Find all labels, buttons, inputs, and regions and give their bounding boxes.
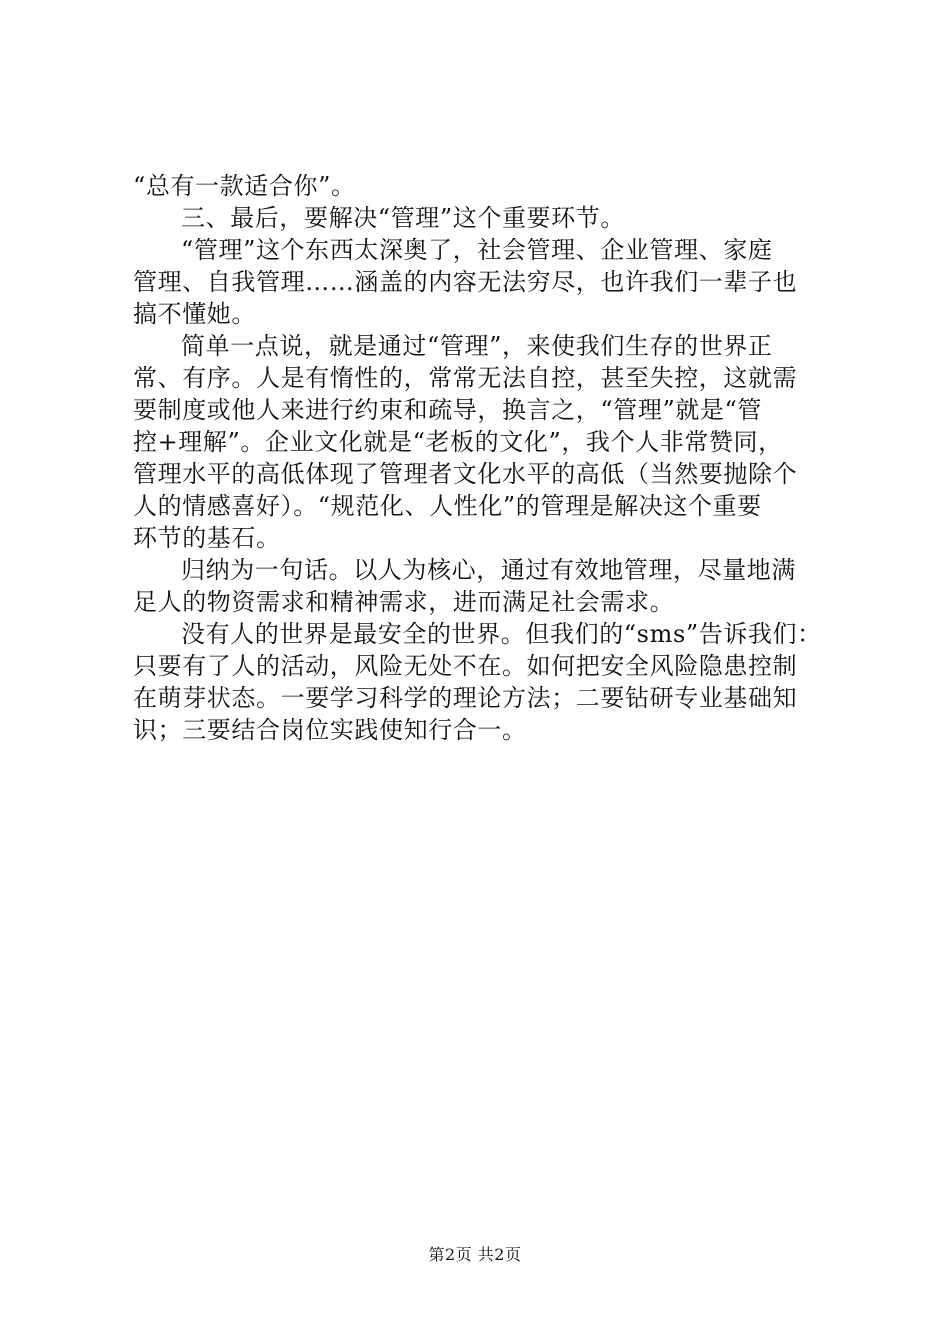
page-number: 第2页 共2页 [428,1245,522,1264]
text-line: 足人的物资需求和精神需求，进而满足社会需求。 [133,588,675,616]
text-line: 简单一点说，就是通过“管理”，来使我们生存的世界正 [181,332,773,360]
text-line: “总有一款适合你”。 [133,172,356,200]
document-body [133,170,833,746]
text-line: 只要有了人的活动，风险无处不在。如何把安全风险隐患控制 [133,652,798,680]
text-line: 搞不懂她。 [133,300,256,328]
text-line: 识；三要结合岗位实践使知行合一。 [133,716,527,744]
text-line: 归纳为一句话。以人为核心，通过有效地管理，尽量地满 [181,556,796,584]
page-footer [0,1244,950,1266]
text-line: 人的情感喜好）。“规范化、人性化”的管理是解决这个重要 [133,492,762,520]
text-line: “管理”这个东西太深奥了，社会管理、企业管理、家庭 [181,236,773,264]
text-line: 没有人的世界是最安全的世界。但我们的“sms”告诉我们： [181,620,822,648]
text-line: 三、最后，要解决“管理”这个重要环节。 [181,204,625,232]
text-line: 在萌芽状态。一要学习科学的理论方法；二要钻研专业基础知 [133,684,798,712]
text-line: 环节的基石。 [133,524,281,552]
text-line: 常、有序。人是有惰性的，常常无法自控，甚至失控，这就需 [133,364,798,392]
text-line: 管理、自我管理……涵盖的内容无法穷尽，也许我们一辈子也 [133,268,798,296]
text-line: 管理水平的高低体现了管理者文化水平的高低（当然要抛除个 [133,460,798,488]
text-line: 控+理解”。企业文化就是“老板的文化”，我个人非常赞同， [133,428,783,456]
text-line: 要制度或他人来进行约束和疏导，换言之，“管理”就是“管 [133,396,763,424]
